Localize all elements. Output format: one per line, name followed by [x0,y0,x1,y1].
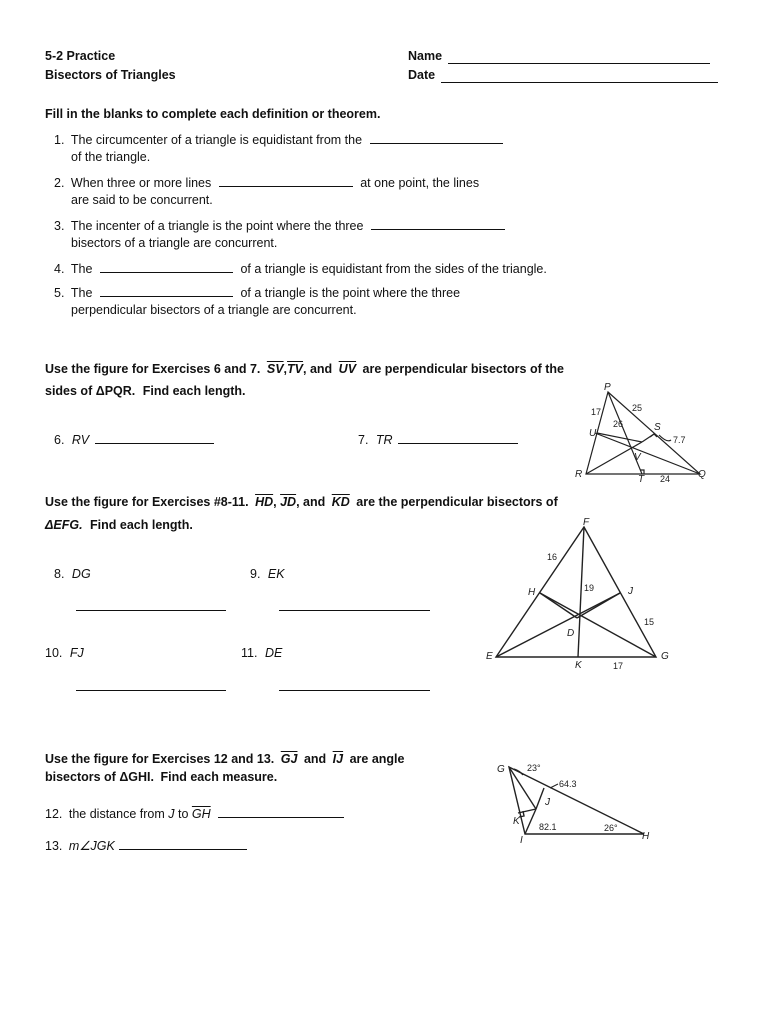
part3-intro-d: Find each length. [90,518,193,532]
name-field[interactable] [448,63,710,64]
segment-gh: $\overline{GH}$ [191,807,211,821]
label-h: H [528,587,536,598]
part2-intro-c: sides of ΔPQR. [45,384,136,398]
q3-line-a [54,217,505,233]
q4-line [54,260,547,276]
label-p: P [604,382,611,393]
q11-label: DE [264,646,283,660]
q12 [45,805,344,821]
label-q: Q [698,469,706,480]
part3-intro-b: are the perpendicular bisectors of [356,495,558,509]
label-e: E [486,651,493,662]
value-19: 19 [584,583,595,593]
segment-kd: $\overline{KD}$ [331,495,350,509]
label-s: S [654,422,661,433]
q13-label: m∠JGK [68,839,115,853]
date-field[interactable] [441,82,718,83]
q2-text-b: are said to be concurrent. [71,193,213,207]
label-t: T [638,474,645,485]
value-26: 26 [613,419,624,429]
angle-23: 23° [527,763,541,773]
part4-intro-d: Find each measure. [160,770,278,784]
value-25: 25 [632,403,643,413]
q3-text-b: bisectors of a triangle are concurrent. [71,236,278,250]
label-j: J [628,586,633,597]
q10-number: 10. [45,646,63,660]
q4-text-a2: of a triangle is equidistant from the sides of the triangle. [240,262,547,276]
q2-text-a2: at one point, the lines [360,176,480,190]
label-j: J [545,797,550,808]
q2-number: 2. [54,176,65,190]
q1-text-a: The circumcenter of a triangle is equidistant from the [70,133,363,147]
q4-text-a: The [70,262,93,276]
q12-number: 12. [45,807,63,821]
segment-uv: $\overline{UV}$ [338,362,357,376]
q13 [45,837,247,853]
q9-answer-blank[interactable] [279,610,430,611]
part4-intro-line2 [45,770,277,784]
q1-text-b: of the triangle. [71,150,151,164]
q11 [241,646,282,660]
q9-label: EK [267,567,285,581]
q5-line-a [54,284,460,300]
q11-number: 11. [241,646,258,660]
segment-ij: $\overline{IJ}$ [332,752,344,766]
label-r: R [575,469,583,480]
part3-intro-line2 [45,518,193,532]
segment-hd: $\overline{HD}$ [255,495,274,509]
q8-label: DG [71,567,91,581]
label-k: K [575,660,582,671]
date-label: Date [408,68,436,82]
q1-line-a [54,131,503,147]
q4-blank[interactable] [100,260,233,273]
q3-text-a: The incenter of a triangle is the point where the three [70,219,364,233]
q2-text-a: When three or more lines [70,176,212,190]
q13-number: 13. [45,839,63,853]
part4-intro-line1 [45,752,404,766]
q12-j: J [168,807,175,821]
part2-intro-a: Use the figure for Exercises 6 and 7. [45,362,261,376]
q7-label: TR [375,433,393,447]
q5-number: 5. [54,286,65,300]
q7-answer-blank[interactable] [398,431,518,444]
q8 [54,567,91,581]
triangle-pqr-figure [570,380,715,485]
q12-answer-blank[interactable] [218,805,344,818]
value-82-1: 82.1 [539,822,557,832]
part2-intro-d: Find each length. [142,384,246,398]
q5-blank[interactable] [100,284,233,297]
value-64-3: 64.3 [559,779,577,789]
label-i: I [520,835,523,846]
q3-blank[interactable] [371,217,505,230]
q5-text-a2: of a triangle is the point where the three [240,286,461,300]
part3-intro-a: Use the figure for Exercises #8-11. [45,495,249,509]
q8-number: 8. [54,567,65,581]
name-label: Name [408,49,443,63]
q12-to: to [177,807,189,821]
label-k: K [513,816,520,827]
part2-intro-line2 [45,384,246,398]
q6-answer-blank[interactable] [95,431,214,444]
q4-number: 4. [54,262,65,276]
value-16: 16 [547,552,558,562]
q9 [250,567,285,581]
q6-number: 6. [54,433,65,447]
q2-line-a [54,174,479,190]
q10-answer-blank[interactable] [76,690,226,691]
triangle-ghi-figure [492,758,657,848]
q2-blank[interactable] [219,174,353,187]
part4-intro-c: bisectors of ΔGHI. [45,770,155,784]
q13-answer-blank[interactable] [119,837,247,850]
label-g: G [661,651,669,662]
q5-text-b: perpendicular bisectors of a triangle are concurrent. [71,303,357,317]
q3-number: 3. [54,219,65,233]
worksheet-title: 5-2 Practice [45,49,116,63]
label-d: D [567,628,575,639]
part4-intro-a: Use the figure for Exercises 12 and 13. [45,752,275,766]
part4-intro-b: are angle [349,752,405,766]
part4-and: and [303,752,327,766]
part2-intro-line1 [45,362,564,376]
q10-label: FJ [69,646,84,660]
q9-number: 9. [250,567,261,581]
q8-answer-blank[interactable] [76,610,226,611]
q10 [45,646,84,660]
part2-intro-b: are perpendicular bisectors of the [362,362,564,376]
angle-26: 26° [604,823,618,833]
worksheet-subtitle: Bisectors of Triangles [45,68,176,82]
part2-and: , and [303,362,333,376]
q7 [358,431,518,447]
part1-instructions: Fill in the blanks to complete each definition or theorem. [45,107,381,121]
label-u: U [589,428,597,439]
segment-tv: $\overline{TV}$ [287,362,304,376]
q6-label: RV [71,433,90,447]
label-f: F [583,517,590,528]
part2-sep: , [283,362,288,376]
part3-intro-line1: Use the figure for Exercises #8-11. $\overline{HD}$, $\overline{JD}$, and $\overline{KD}$ are the perpendicular bisectors of [45,495,558,509]
label-g: G [497,764,505,775]
q7-number: 7. [358,433,369,447]
value-17: 17 [613,661,624,671]
part3-and: , and [296,495,326,509]
part3-intro-c: ΔEFG. [45,518,83,532]
value-7-7: 7.7 [673,435,686,445]
value-24: 24 [660,474,671,484]
segment-sv: $\overline{SV}$ [266,362,284,376]
segment-gj: $\overline{GJ}$ [280,752,298,766]
triangle-efg-figure [480,513,680,673]
q5-text-a: The [70,286,93,300]
segment-jd: $\overline{JD}$ [280,495,297,509]
q6 [54,431,214,447]
q11-answer-blank[interactable] [279,690,430,691]
q1-blank[interactable] [370,131,503,144]
value-15: 15 [644,617,655,627]
q1-number: 1. [54,133,65,147]
label-h: H [642,831,650,842]
label-v: V [634,452,641,463]
q12-text: the distance from [68,807,165,821]
value-17: 17 [591,407,602,417]
